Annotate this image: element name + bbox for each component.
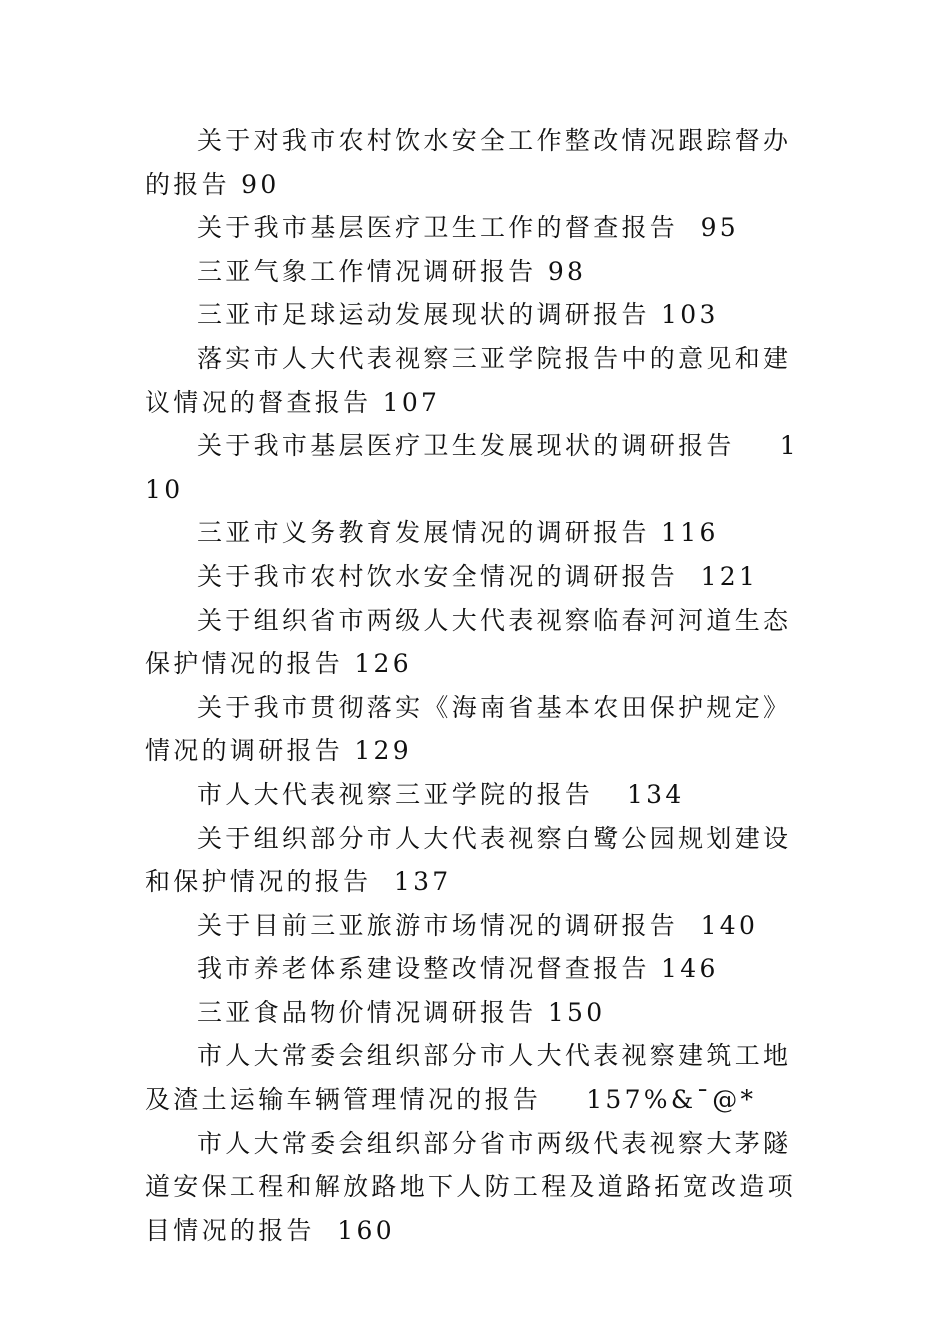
toc-entry: 三亚市义务教育发展情况的调研报告 116 (197, 518, 719, 548)
toc-entry: 落实市人大代表视察三亚学院报告中的意见和建议情况的督查报告 107 (145, 343, 792, 417)
toc-entry: 关于我市基层医疗卫生发展现状的调研报告 110 (145, 431, 799, 504)
toc-entry: 市人大代表视察三亚学院的报告 134 (197, 779, 685, 809)
toc-entry: 关于我市农村饮水安全情况的调研报告 121 (197, 561, 759, 591)
toc-entry: 关于对我市农村饮水安全工作整改情况跟踪督办的报告 90 (145, 126, 792, 199)
toc-entry: 市人大常委会组织部分市人大代表视察建筑工地及渣土运输车辆管理情况的报告 157%&¯@* (145, 1041, 792, 1115)
toc-entry: 关于目前三亚旅游市场情况的调研报告 140 (197, 910, 759, 940)
toc-entry: 关于组织省市两级人大代表视察临春河河道生态保护情况的报告 126 (145, 605, 792, 679)
toc-entry: 三亚食品物价情况调研报告 150 (197, 997, 606, 1027)
toc-entry: 我市养老体系建设整改情况督查报告 146 (197, 954, 719, 984)
toc-entry: 三亚市足球运动发展现状的调研报告 103 (197, 300, 719, 330)
toc-entry: 关于我市基层医疗卫生工作的督查报告 95 (197, 213, 740, 243)
table-of-contents (145, 119, 810, 1252)
toc-entry: 三亚气象工作情况调研报告 98 (197, 256, 587, 286)
toc-entry: 关于组织部分市人大代表视察白鹭公园规划建设和保护情况的报告 137 (145, 823, 792, 897)
toc-entry: 关于我市贯彻落实《海南省基本农田保护规定》情况的调研报告 129 (145, 692, 792, 766)
toc-entry: 市人大常委会组织部分省市两级代表视察大茅隧道安保工程和解放路地下人防工程及道路拓宽改造项目情况的报告 160 (145, 1128, 796, 1245)
